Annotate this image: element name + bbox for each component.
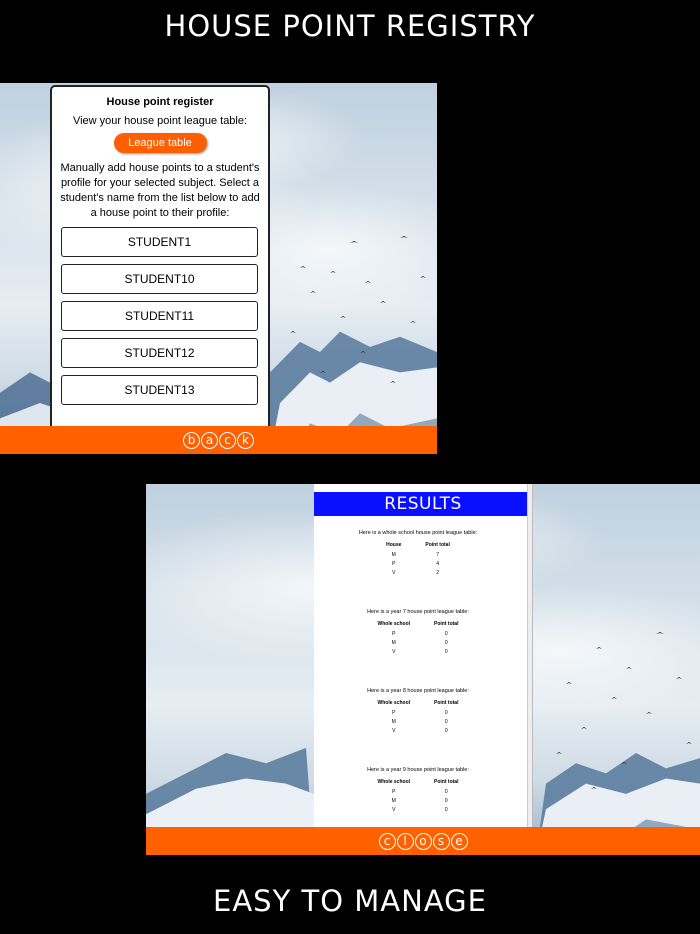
student-button[interactable]: STUDENT1 <box>61 227 258 257</box>
column-header: Whole school <box>377 779 411 785</box>
register-panel <box>50 85 270 430</box>
column-header: Point total <box>434 700 459 706</box>
table-row <box>366 638 471 647</box>
column-header: Point total <box>425 542 450 548</box>
table-cell: V <box>392 727 396 734</box>
league-table-block <box>318 688 518 735</box>
table-row <box>374 568 462 577</box>
league-table-intro: Here is a year 9 house point league table: <box>367 767 469 773</box>
table-cell: 0 <box>444 639 448 646</box>
birds-decoration <box>270 223 437 423</box>
table-row <box>374 550 462 559</box>
results-screen <box>146 484 700 855</box>
table-cell: P <box>392 788 396 795</box>
back-letter: b <box>183 432 200 449</box>
table-row <box>366 717 471 726</box>
table-row <box>374 559 462 568</box>
table-cell: P <box>392 560 396 567</box>
league-table <box>366 700 471 735</box>
table-cell: 0 <box>444 727 448 734</box>
close-letter: e <box>451 833 468 850</box>
close-button[interactable] <box>378 832 468 850</box>
column-header: Whole school <box>377 621 411 627</box>
bottom-headline: EASY TO MANAGE <box>213 884 487 918</box>
close-letter: l <box>397 833 414 850</box>
student-button[interactable]: STUDENT13 <box>61 375 258 405</box>
league-intro-text: View your house point league table: <box>72 115 248 127</box>
table-row <box>366 796 471 805</box>
bottom-bar <box>0 426 437 454</box>
table-row <box>366 805 471 814</box>
table-row <box>366 787 471 796</box>
table-cell: 0 <box>444 806 448 813</box>
close-letter: c <box>379 833 396 850</box>
league-table-intro: Here is a whole school house point league table: <box>358 530 478 536</box>
column-header: House <box>386 542 402 548</box>
student-list <box>61 227 268 405</box>
register-title: House point register <box>106 96 214 108</box>
results-header: RESULTS <box>314 492 532 516</box>
table-row <box>366 708 471 717</box>
close-letter: s <box>433 833 450 850</box>
table-cell: 7 <box>436 551 440 558</box>
table-cell: 0 <box>444 648 448 655</box>
column-header: Point total <box>434 779 459 785</box>
table-cell: P <box>392 709 396 716</box>
table-cell: 2 <box>436 569 440 576</box>
league-table <box>366 621 471 656</box>
table-row <box>366 726 471 735</box>
table-cell: M <box>391 639 396 646</box>
column-header: Point total <box>434 621 459 627</box>
table-cell: 0 <box>444 718 448 725</box>
table-row <box>366 629 471 638</box>
student-button[interactable]: STUDENT12 <box>61 338 258 368</box>
column-header: Whole school <box>377 700 411 706</box>
manual-instructions: Manually add house points to a student's profile for your selected subject. Select a student's name from the list below to add a house point to their profile: <box>60 162 260 219</box>
league-table-intro: Here is a year 8 house point league table: <box>367 688 469 694</box>
table-cell: 0 <box>444 797 448 804</box>
back-letter: c <box>219 432 236 449</box>
table-row <box>366 647 471 656</box>
table-cell: V <box>392 806 396 813</box>
back-letter: k <box>237 432 254 449</box>
birds-decoration <box>536 624 700 824</box>
table-cell: 4 <box>436 560 440 567</box>
back-button[interactable] <box>183 431 255 449</box>
league-table-block <box>318 530 518 577</box>
table-cell: 0 <box>444 630 448 637</box>
league-table-block <box>318 609 518 656</box>
table-cell: M <box>391 718 396 725</box>
league-table <box>374 542 462 577</box>
top-headline: HOUSE POINT REGISTRY <box>164 9 536 43</box>
table-cell: 0 <box>444 788 448 795</box>
register-screen <box>0 83 437 454</box>
bottom-bar <box>146 827 700 855</box>
results-panel <box>314 484 533 827</box>
league-table-intro: Here is a year 7 house point league table: <box>367 609 469 615</box>
league-table-block <box>318 767 518 814</box>
league-table-button[interactable]: League table <box>114 133 207 153</box>
table-cell: V <box>392 648 396 655</box>
student-button[interactable]: STUDENT10 <box>61 264 258 294</box>
table-cell: V <box>392 569 396 576</box>
student-button[interactable]: STUDENT11 <box>61 301 258 331</box>
table-cell: M <box>391 797 396 804</box>
back-letter: a <box>201 432 218 449</box>
league-table <box>366 779 471 814</box>
table-cell: P <box>392 630 396 637</box>
table-cell: 0 <box>444 709 448 716</box>
results-scrollbar[interactable] <box>527 484 532 827</box>
table-cell: M <box>391 551 396 558</box>
close-letter: o <box>415 833 432 850</box>
